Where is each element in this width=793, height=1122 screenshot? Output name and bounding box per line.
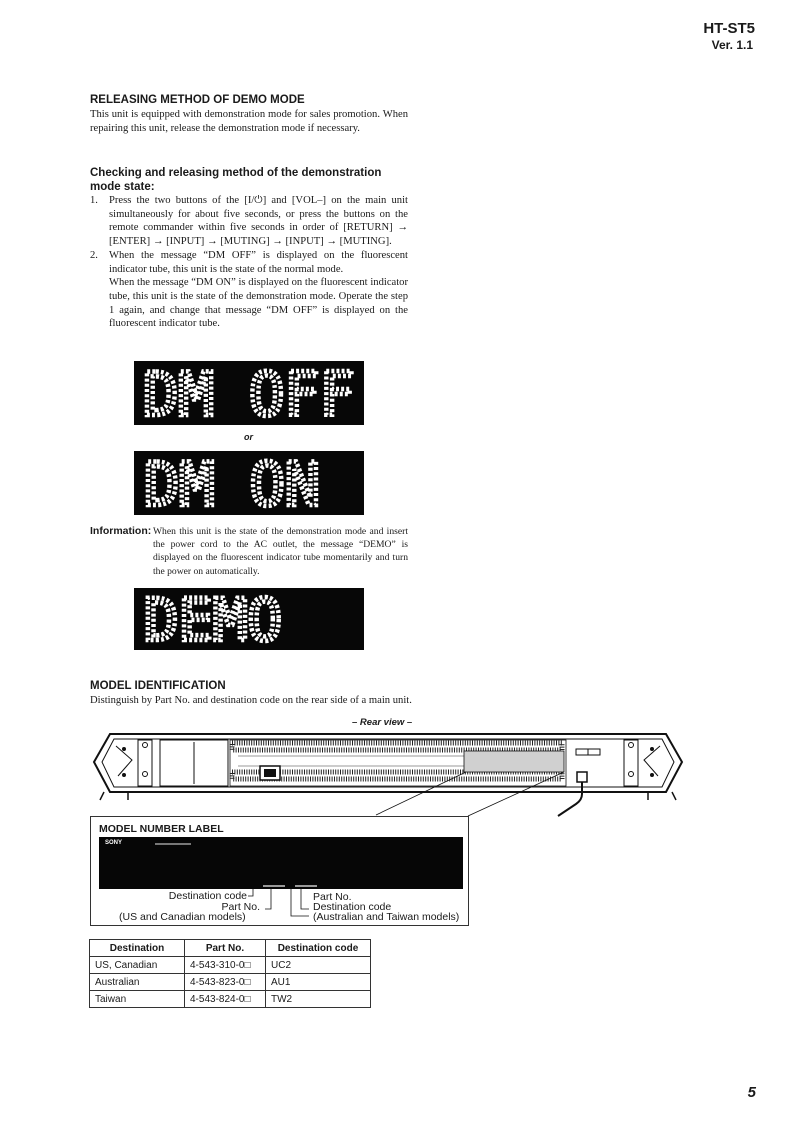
demo-subtitle: Checking and releasing method of the demonstration mode state:: [90, 167, 382, 193]
callout-destination-code-us: Destination code: [168, 890, 247, 902]
step-text: When the message “DM OFF” is displayed on the fluorescent indicator tube, this unit is the state of the normal mode.: [109, 249, 408, 275]
table-row: [90, 991, 371, 1008]
table-cell: 4-543-310-0□: [185, 957, 266, 974]
callout-us-models: (US and Canadian models): [119, 911, 246, 923]
step-number: 2.: [90, 249, 98, 261]
table-cell: Taiwan: [90, 991, 185, 1008]
table-cell: UC2: [266, 957, 371, 974]
table-cell: TW2: [266, 991, 371, 1008]
label-title: MODEL NUMBER LABEL: [99, 823, 224, 835]
table-cell: 4-543-823-0□: [185, 974, 266, 991]
callout-destination-code-au: Destination code: [313, 901, 392, 913]
demo-section-title: RELEASING METHOD OF DEMO MODE: [90, 94, 305, 106]
step-number: 1.: [90, 195, 98, 206]
destination-table: [89, 939, 371, 1008]
step-text-continued: When the message “DM ON” is displayed on the fluorescent indicator tube, this unit is the state of the demonstration mode. Operate the step 1 again, and change that message “DM OFF” is displayed on the fluorescent indicator tube.: [109, 277, 408, 330]
table-row: [90, 974, 371, 991]
page-number: 5: [747, 1084, 756, 1101]
display-text: DM OFF: [143, 361, 355, 425]
display-text: DEMO: [144, 588, 282, 650]
or-label: or: [244, 432, 253, 442]
model-name: HT-ST5: [703, 20, 755, 37]
table-cell: 4-543-824-0□: [185, 991, 266, 1008]
rear-view-drawing: [88, 730, 688, 820]
rear-view-label: – Rear view –: [352, 717, 413, 728]
model-intro: Distinguish by Part No. and destination code on the rear side of a main unit.: [90, 695, 412, 706]
step-1: [90, 194, 408, 249]
table-cell: AU1: [266, 974, 371, 991]
version-label: Ver. 1.1: [711, 38, 753, 52]
info-label: Information:: [90, 525, 152, 537]
column-header: Destination code: [266, 940, 371, 957]
display-dm-on: [134, 451, 364, 515]
step-text: Press the two buttons of the [I/⏻] and [VOL–] on the main unit simultaneously for about five seconds, or press the buttons on the remote commander within five seconds in order of [RETURN] → [ENTER] → [INPUT] → [MUTING] → [INPUT] → [MUTING].: [109, 195, 408, 248]
display-dm-off: [134, 361, 364, 425]
table-header-row: [90, 940, 371, 957]
table-cell: US, Canadian: [90, 957, 185, 974]
demo-steps: [90, 194, 408, 331]
display-text: DM ON: [144, 451, 320, 515]
callout-au-tw-models: (Australian and Taiwan models): [313, 911, 460, 923]
step-2: [90, 249, 408, 331]
model-section-title: MODEL IDENTIFICATION: [90, 680, 226, 692]
callout-part-no-au: Part No.: [313, 891, 352, 903]
column-header: Part No.: [185, 940, 266, 957]
brand-logo: SONY: [105, 840, 123, 846]
info-text: When this unit is the state of the demonstration mode and insert the power cord to the AC outlet, the message “DEMO” is displayed on the fluorescent indicator tube momentarily and turn the power on automatically.: [153, 526, 408, 577]
model-number-label-box: [90, 816, 469, 926]
table-row: [90, 957, 371, 974]
column-header: Destination: [90, 940, 185, 957]
demo-intro: This unit is equipped with demonstration mode for sales promotion. When repairing this unit, release the demonstration mode if necessary.: [90, 109, 408, 134]
callout-part-no-us: Part No.: [221, 901, 260, 913]
table-cell: Australian: [90, 974, 185, 991]
display-demo: [134, 588, 364, 650]
